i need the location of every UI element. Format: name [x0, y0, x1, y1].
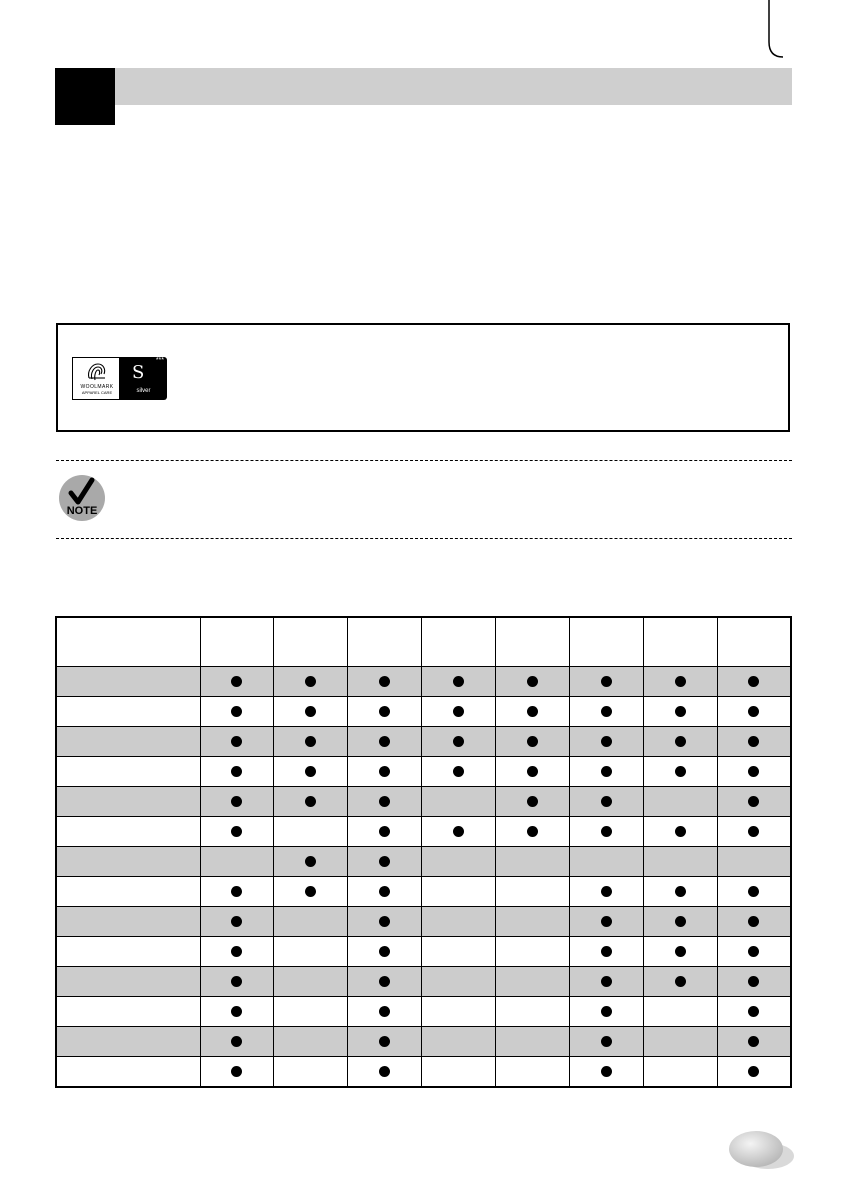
compatible-dot-icon [748, 766, 759, 777]
table-row [56, 727, 791, 757]
compatible-dot-icon [379, 886, 390, 897]
page-number-oval [728, 1128, 796, 1172]
woolmark-brand-panel [72, 357, 120, 400]
table-cell [422, 727, 496, 757]
table-cell [569, 877, 643, 907]
compatible-dot-icon [379, 1036, 390, 1047]
compatible-dot-icon [748, 1006, 759, 1017]
woolmark-grade-panel [120, 357, 167, 400]
table-cell [274, 757, 348, 787]
table-cell [717, 667, 791, 697]
table-cell [496, 877, 570, 907]
table-cell [348, 1057, 422, 1088]
compatible-dot-icon [748, 676, 759, 687]
table-cell [496, 817, 570, 847]
table-cell [200, 667, 274, 697]
compatible-dot-icon [527, 796, 538, 807]
compatible-dot-icon [675, 676, 686, 687]
table-cell [348, 1027, 422, 1057]
table-cell [717, 937, 791, 967]
compatible-dot-icon [231, 676, 242, 687]
compatible-dot-icon [453, 706, 464, 717]
table-cell [422, 667, 496, 697]
table-cell [643, 997, 717, 1027]
table-cell [496, 757, 570, 787]
table-cell [348, 937, 422, 967]
registration-mark-icon [768, 0, 784, 58]
compatible-dot-icon [601, 1006, 612, 1017]
section-title-bar [115, 68, 792, 105]
row-label-cell [56, 1027, 200, 1057]
table-cell [643, 877, 717, 907]
table-cell [200, 907, 274, 937]
header-cell [348, 617, 422, 667]
row-label-cell [56, 907, 200, 937]
table-cell [348, 757, 422, 787]
header-cell [200, 617, 274, 667]
table-cell [274, 697, 348, 727]
compatible-dot-icon [231, 976, 242, 987]
table-cell [643, 667, 717, 697]
compatible-dot-icon [231, 1006, 242, 1017]
table-cell [274, 727, 348, 757]
table-cell [274, 967, 348, 997]
row-label-cell [56, 847, 200, 877]
table-cell [274, 877, 348, 907]
compatible-dot-icon [305, 886, 316, 897]
row-label-cell [56, 1057, 200, 1088]
compatible-dot-icon [675, 706, 686, 717]
table-cell [717, 757, 791, 787]
row-label-cell [56, 727, 200, 757]
row-label-cell [56, 817, 200, 847]
compatible-dot-icon [231, 796, 242, 807]
table-cell [496, 937, 570, 967]
woolmark-s-symbol: S [132, 362, 145, 383]
table-cell [200, 1027, 274, 1057]
table-cell [348, 907, 422, 937]
table-cell [274, 1027, 348, 1057]
table-cell [422, 757, 496, 787]
compatible-dot-icon [305, 706, 316, 717]
table-cell [643, 787, 717, 817]
table-cell [274, 787, 348, 817]
compatible-dot-icon [305, 856, 316, 867]
compatible-dot-icon [601, 676, 612, 687]
compatible-dot-icon [675, 976, 686, 987]
table-cell [643, 697, 717, 727]
table-cell [496, 847, 570, 877]
compatible-dot-icon [601, 1036, 612, 1047]
compatible-dot-icon [527, 676, 538, 687]
table-cell [348, 667, 422, 697]
table-cell [643, 1027, 717, 1057]
table-cell [569, 667, 643, 697]
compatible-dot-icon [305, 736, 316, 747]
table-cell [496, 907, 570, 937]
compatible-dot-icon [379, 976, 390, 987]
table-row [56, 697, 791, 727]
table-row [56, 817, 791, 847]
table-cell [643, 937, 717, 967]
row-label-cell [56, 757, 200, 787]
table-cell [717, 697, 791, 727]
header-cell [422, 617, 496, 667]
table-cell [422, 907, 496, 937]
compatible-dot-icon [601, 736, 612, 747]
table-cell [274, 667, 348, 697]
table-cell [496, 1027, 570, 1057]
table-row [56, 847, 791, 877]
table-header-row [56, 617, 791, 667]
table-cell [496, 697, 570, 727]
note-divider-bottom [56, 538, 792, 539]
table-cell [422, 1027, 496, 1057]
compatible-dot-icon [231, 916, 242, 927]
table-cell [422, 697, 496, 727]
table-cell [717, 877, 791, 907]
table-cell [422, 877, 496, 907]
compatibility-table [55, 616, 792, 1088]
compatible-dot-icon [453, 676, 464, 687]
compatible-dot-icon [601, 976, 612, 987]
table-cell [422, 1057, 496, 1088]
compatible-dot-icon [379, 946, 390, 957]
table-cell [569, 727, 643, 757]
row-label-cell [56, 787, 200, 817]
table-cell [348, 877, 422, 907]
table-cell [200, 727, 274, 757]
table-cell [422, 817, 496, 847]
compatible-dot-icon [601, 826, 612, 837]
table-cell [643, 847, 717, 877]
header-cell [274, 617, 348, 667]
table-cell [717, 1057, 791, 1088]
table-cell [569, 697, 643, 727]
compatible-dot-icon [601, 796, 612, 807]
note-label: NOTE [66, 505, 98, 517]
compatible-dot-icon [748, 796, 759, 807]
compatible-dot-icon [748, 886, 759, 897]
compatible-dot-icon [231, 1036, 242, 1047]
compatible-dot-icon [379, 706, 390, 717]
table-cell [274, 997, 348, 1027]
table-cell [200, 787, 274, 817]
row-label-cell [56, 667, 200, 697]
table-cell [496, 667, 570, 697]
compatible-dot-icon [231, 946, 242, 957]
table-cell [496, 727, 570, 757]
table-cell [200, 937, 274, 967]
table-cell [643, 967, 717, 997]
table-cell [569, 1027, 643, 1057]
row-label-cell [56, 967, 200, 997]
table-cell [496, 1057, 570, 1088]
table-cell [569, 847, 643, 877]
table-row [56, 757, 791, 787]
table-row [56, 997, 791, 1027]
compatible-dot-icon [748, 1066, 759, 1077]
table-row [56, 907, 791, 937]
table-cell [274, 847, 348, 877]
compatible-dot-icon [231, 1066, 242, 1077]
compatible-dot-icon [601, 886, 612, 897]
table-cell [643, 727, 717, 757]
compatible-dot-icon [601, 706, 612, 717]
header-cell [496, 617, 570, 667]
header-cell [569, 617, 643, 667]
table-cell [200, 697, 274, 727]
compatible-dot-icon [305, 796, 316, 807]
table-cell [422, 967, 496, 997]
table-cell [569, 997, 643, 1027]
compatible-dot-icon [601, 946, 612, 957]
table-cell [200, 817, 274, 847]
table-row [56, 787, 791, 817]
header-cell [56, 617, 200, 667]
compatible-dot-icon [379, 766, 390, 777]
table-cell [717, 847, 791, 877]
table-cell [569, 757, 643, 787]
table-cell [569, 817, 643, 847]
woolmark-stars: *** [155, 357, 164, 364]
table-cell [643, 1057, 717, 1088]
table-cell [643, 907, 717, 937]
table-cell [200, 1057, 274, 1088]
compatible-dot-icon [453, 766, 464, 777]
table-cell [274, 907, 348, 937]
compatible-dot-icon [527, 736, 538, 747]
table-cell [717, 787, 791, 817]
table-cell [348, 847, 422, 877]
table-cell [422, 787, 496, 817]
row-label-cell [56, 877, 200, 907]
compatible-dot-icon [527, 706, 538, 717]
row-label-cell [56, 697, 200, 727]
table-cell [422, 847, 496, 877]
compatible-dot-icon [675, 886, 686, 897]
table-cell [717, 1027, 791, 1057]
wool-ball-icon [86, 361, 108, 383]
woolmark-brand-text: WOOLMARK [80, 384, 114, 390]
compatible-dot-icon [675, 766, 686, 777]
compatible-dot-icon [453, 826, 464, 837]
table-cell [348, 817, 422, 847]
compatible-dot-icon [748, 946, 759, 957]
compatible-dot-icon [379, 856, 390, 867]
table-cell [348, 787, 422, 817]
table-cell [200, 877, 274, 907]
compatible-dot-icon [675, 946, 686, 957]
table-cell [569, 937, 643, 967]
compatible-dot-icon [231, 706, 242, 717]
note-divider-top [56, 460, 792, 461]
compatible-dot-icon [305, 766, 316, 777]
table-cell [200, 997, 274, 1027]
table-cell [569, 787, 643, 817]
compatible-dot-icon [527, 826, 538, 837]
compatible-dot-icon [748, 916, 759, 927]
section-number-block [55, 68, 115, 125]
compatible-dot-icon [231, 886, 242, 897]
note-icon [58, 474, 106, 522]
woolmark-logo [72, 357, 168, 402]
compatible-dot-icon [379, 916, 390, 927]
table-cell [717, 727, 791, 757]
table-cell [496, 787, 570, 817]
compatible-dot-icon [527, 766, 538, 777]
compatible-dot-icon [379, 676, 390, 687]
table-row [56, 877, 791, 907]
compatible-dot-icon [379, 796, 390, 807]
compatible-dot-icon [305, 676, 316, 687]
table-cell [717, 817, 791, 847]
compatible-dot-icon [601, 916, 612, 927]
table-cell [643, 817, 717, 847]
compatible-dot-icon [675, 826, 686, 837]
row-label-cell [56, 997, 200, 1027]
table-cell [274, 937, 348, 967]
table-row [56, 667, 791, 697]
table-cell [348, 697, 422, 727]
table-cell [569, 967, 643, 997]
compatible-dot-icon [231, 826, 242, 837]
compatible-dot-icon [379, 1066, 390, 1077]
table-cell [717, 967, 791, 997]
table-cell [717, 907, 791, 937]
table-cell [348, 997, 422, 1027]
compatible-dot-icon [379, 1006, 390, 1017]
compatible-dot-icon [748, 706, 759, 717]
table-cell [200, 967, 274, 997]
header-cell [643, 617, 717, 667]
compatible-dot-icon [379, 736, 390, 747]
compatible-dot-icon [748, 826, 759, 837]
table-cell [422, 937, 496, 967]
table-row [56, 1057, 791, 1088]
table-cell [496, 997, 570, 1027]
woolmark-sub-text: APPAREL CARE [81, 390, 113, 395]
table-cell [569, 1057, 643, 1088]
compatible-dot-icon [601, 766, 612, 777]
table-row [56, 937, 791, 967]
compatible-dot-icon [748, 1036, 759, 1047]
table-row [56, 967, 791, 997]
table-cell [422, 997, 496, 1027]
woolmark-grade-label: silver [136, 388, 151, 394]
table-cell [200, 757, 274, 787]
compatible-dot-icon [601, 1066, 612, 1077]
table-cell [643, 757, 717, 787]
compatible-dot-icon [379, 826, 390, 837]
compatible-dot-icon [748, 736, 759, 747]
compatible-dot-icon [675, 916, 686, 927]
table-cell [274, 817, 348, 847]
compatible-dot-icon [453, 736, 464, 747]
compatible-dot-icon [231, 736, 242, 747]
compatible-dot-icon [231, 766, 242, 777]
table-cell [348, 967, 422, 997]
table-cell [274, 1057, 348, 1088]
compatible-dot-icon [748, 976, 759, 987]
table-cell [569, 907, 643, 937]
table-cell [348, 727, 422, 757]
table-cell [717, 997, 791, 1027]
row-label-cell [56, 937, 200, 967]
table-row [56, 1027, 791, 1057]
header-cell [717, 617, 791, 667]
table-cell [496, 967, 570, 997]
woolmark-info-box [56, 323, 790, 432]
compatible-dot-icon [675, 736, 686, 747]
table-cell [200, 847, 274, 877]
